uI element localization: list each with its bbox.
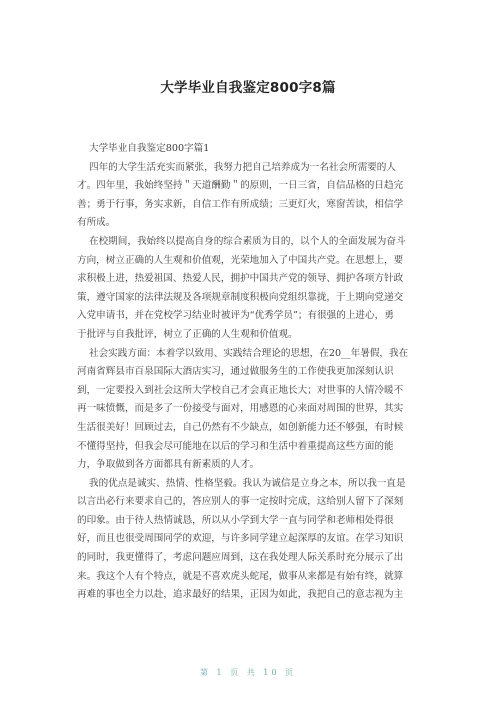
text-line: 策，遵守国家的法律法规及各项规章制度积极向党组织靠拢，于上期向党递交 [77, 291, 404, 303]
text-line: 于批评与自我批评，树立了正确的人生观和价值观。 [77, 328, 298, 340]
page-footer: 第 1 页 共 10 页 [200, 668, 296, 677]
text-line: 来。我这个人有个特点，就是不喜欢虎头蛇尾，做事从来都是有始有终，就算 [77, 570, 404, 582]
paragraph-2 [77, 233, 409, 345]
text-line: 好，而且也很受周围同学的欢迎，与许多同学建立起深厚的友谊。在学习知识 [77, 533, 404, 545]
text-line: 我的优点是诚实、热情、性格坚毅。我认为诚信是立身之本，所以我一直是 [89, 477, 406, 489]
section-heading: 大学毕业自我鉴定800字篇1 [89, 143, 210, 154]
text-line: 以言出必行来要求自己的，答应别人的事一定按时完成，这给别人留下了深刻 [77, 496, 404, 508]
document-body [77, 140, 409, 605]
text-line: 力，争取做到各方面都具有新素质的人才。 [77, 459, 260, 471]
text-line: 生活很美好！回顾过去，自己仍然有不少缺点，如创新能力还不够强，有时候 [77, 421, 404, 433]
text-line: 方向，树立正确的人生观和价值观，光荣地加入了中国共产党。在思想上，要 [77, 254, 404, 266]
heading-line [89, 140, 409, 159]
text-line: 有所成。 [77, 217, 116, 229]
text-line: 在校期间，我始终以提高自身的综合素质为目的，以个人的全面发展为奋斗 [89, 235, 406, 247]
paragraph-1 [77, 159, 409, 233]
text-line: 四年的大学生活充实而紧张，我努力把自己培养成为一名社会所需要的人 [89, 161, 396, 173]
text-line: 社会实践方面：本着学以致用、实践结合理论的思想，在20__年暑假，我在 [89, 347, 409, 359]
text-line: 不懂得坚持，但我会尽可能地在以后的学习和生活中着重提高这些方面的能 [77, 440, 394, 452]
text-line: 再一味愤慨，而是多了一份接受与面对，用感恩的心来面对周围的世界，其实 [77, 403, 404, 415]
text-line: 的同时，我更懂得了，考虑问题应周到，这在我处理人际关系时充分展示了出 [77, 552, 404, 564]
text-line: 才。四年里，我始终坚持＂天道酬勤＂的原则，一日三省，自信品格的日趋完 [77, 180, 404, 192]
text-line: 再难的事也全力以赴，追求最好的结果，正因为如此，我把自己的意志视为主 [77, 589, 404, 601]
text-line: 入党申请书，并在党校学习结业时被评为“优秀学员”；有很强的上进心，勇 [77, 310, 394, 322]
text-line: 求积极上进，热爱祖国、热爱人民，拥护中国共产党的领导、拥护各项方针政 [77, 273, 404, 285]
paragraph-4 [77, 475, 409, 605]
document-title: 大学毕业自我鉴定800字8篇 [160, 80, 336, 96]
paragraph-3 [77, 345, 409, 475]
text-line: 到，一定要投入到社会这所大学校自己才会真正地长大；对世事的人情冷暖不 [77, 384, 404, 396]
text-line: 善；勇于行事，务实求新，自信工作有所成绩；三更灯火，寒窗苦读，相信学 [77, 198, 404, 210]
text-line: 河南省辉县市百泉国际大酒店实习，通过做服务生的工作使我更加深刻认识 [77, 366, 394, 378]
text-line: 的印象。由于待人热情诚恳，所以从小学到大学一直与同学和老师相处得很 [77, 514, 394, 526]
